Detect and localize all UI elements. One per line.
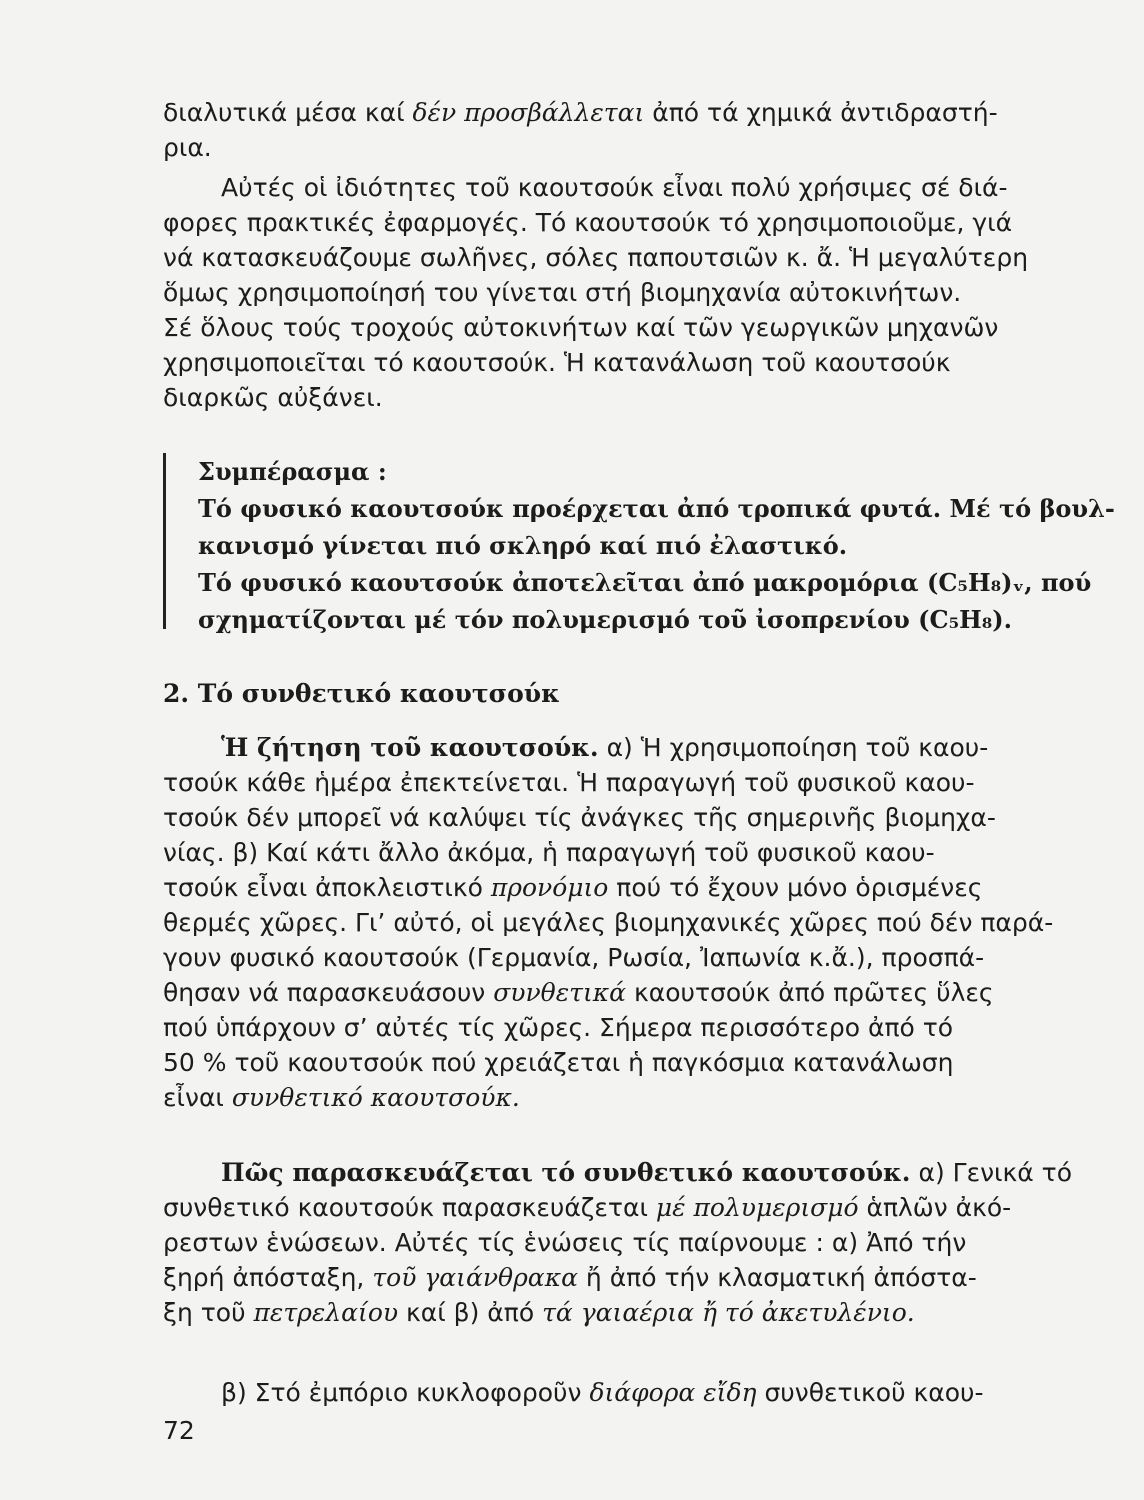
conclusion-line: Τό φυσικό καουτσούκ ἀποτελεῖται ἀπό μακρομόρια (C₅H₈)ᵥ, πού bbox=[198, 568, 1092, 597]
conclusion-title: Συμπέρασμα : bbox=[198, 457, 387, 486]
paragraph-4-line: συνθετικό καουτσούκ παρασκευάζεται μέ πολυμερισμό ἁπλῶν ἀκό- bbox=[163, 1193, 1012, 1222]
paragraph-4 bbox=[163, 1155, 1073, 1330]
paragraph-3-line: νίας. β) Καί κάτι ἄλλο ἀκόμα, ἡ παραγωγή τοῦ φυσικοῦ καου- bbox=[163, 838, 935, 867]
paragraph-1-line-2: ρια. bbox=[163, 133, 212, 162]
paragraph-3 bbox=[163, 730, 1063, 1115]
page-number: 72 bbox=[163, 1416, 195, 1445]
paragraph-5 bbox=[163, 1375, 1063, 1410]
paragraph-3-line: θερμές χῶρες. Γι’ αὐτό, οἱ μεγάλες βιομηχανικές χῶρες πού δέν παρά- bbox=[163, 908, 1054, 937]
paragraph-3-line: τσούκ κάθε ἡμέρα ἐπεκτείνεται. Ἡ παραγωγή τοῦ φυσικοῦ καου- bbox=[163, 768, 975, 797]
paragraph-3-line: Ἡ ζήτηση τοῦ καουτσούκ. α) Ἡ χρησιμοποίηση τοῦ καου- bbox=[221, 733, 989, 762]
run-in-heading: Ἡ ζήτηση τοῦ καουτσούκ. bbox=[221, 733, 599, 762]
conclusion-line: Τό φυσικό καουτσούκ προέρχεται ἀπό τροπικά φυτά. Μέ τό βουλ- bbox=[198, 494, 1115, 523]
run-in-heading: Πῶς παρασκευάζεται τό συνθετικό καουτσούκ. bbox=[221, 1158, 911, 1187]
emphasis: συνθετικά bbox=[493, 978, 627, 1007]
emphasis: προνόμιο bbox=[490, 873, 609, 902]
paragraph-2-line: ὅμως χρησιμοποίησή του γίνεται στή βιομηχανία αὐτοκινήτων. bbox=[163, 278, 962, 307]
paragraph-3-line: πού ὑπάρχουν σ’ αὐτές τίς χῶρες. Σήμερα περισσότερο ἀπό τό bbox=[163, 1013, 954, 1042]
paragraph-2-line: χρησιμοποιεῖται τό καουτσούκ. Ἡ κατανάλωση τοῦ καουτσούκ bbox=[163, 348, 951, 377]
paragraph-4-line: ρεστων ἑνώσεων. Αὐτές τίς ἑνώσεις τίς παίρνουμε : α) Ἀπό τήν bbox=[163, 1228, 967, 1257]
conclusion-line: σχηματίζονται μέ τόν πολυμερισμό τοῦ ἰσοπρενίου (C₅H₈). bbox=[198, 605, 1013, 634]
conclusion-line: κανισμό γίνεται πιό σκληρό καί πιό ἐλαστικό. bbox=[198, 531, 848, 560]
emphasis: μέ πολυμερισμό bbox=[655, 1193, 859, 1222]
paragraph-4-line: ξηρή ἀπόσταξη, τοῦ γαιάνθρακα ἤ ἀπό τήν κλασματική ἀπόστα- bbox=[163, 1263, 977, 1292]
paragraph-4-line: ξη τοῦ πετρελαίου καί β) ἀπό τά γαιαέρια ἤ τό ἀκετυλένιο. bbox=[163, 1298, 915, 1327]
paragraph-3-line: θησαν νά παρασκευάσουν συνθετικά καουτσούκ ἀπό πρῶτες ὕλες bbox=[163, 978, 994, 1007]
emphasis: πετρελαίου bbox=[253, 1298, 399, 1327]
paragraph-3-line: εἶναι συνθετικό καουτσούκ. bbox=[163, 1083, 520, 1112]
paragraph-3-line: τσούκ δέν μπορεῖ νά καλύψει τίς ἀνάγκες τῆς σημερινῆς βιομηχα- bbox=[163, 803, 996, 832]
paragraph-1 bbox=[163, 95, 1063, 165]
paragraph-2-line: Σέ ὅλους τούς τροχούς αὐτοκινήτων καί τῶν γεωργικῶν μηχανῶν bbox=[163, 313, 999, 342]
paragraph-1-line-1: διαλυτικά μέσα καί δέν προσβάλλεται ἀπό τά χημικά ἀντιδραστή- bbox=[163, 98, 998, 127]
emphasis: τοῦ γαιάνθρακα bbox=[372, 1263, 578, 1292]
paragraph-3-line: τσούκ εἶναι ἀποκλειστικό προνόμιο πού τό ἔχουν μόνο ὁρισμένες bbox=[163, 873, 983, 902]
emphasis: διάφορα εἴδη bbox=[589, 1378, 757, 1407]
paragraph-4-line: Πῶς παρασκευάζεται τό συνθετικό καουτσούκ. α) Γενικά τό bbox=[221, 1158, 1073, 1187]
paragraph-2-line: διαρκῶς αὐξάνει. bbox=[163, 383, 383, 412]
paragraph-3-line: γουν φυσικό καουτσούκ (Γερμανία, Ρωσία, Ἰαπωνία κ.ἄ.), προσπά- bbox=[163, 943, 985, 972]
emphasis: τά γαιαέρια ἤ τό ἀκετυλένιο. bbox=[542, 1298, 915, 1327]
emphasis: δέν προσβάλλεται bbox=[412, 98, 645, 127]
paragraph-5-line: β) Στό ἐμπόριο κυκλοφοροῦν διάφορα εἴδη συνθετικοῦ καου- bbox=[221, 1378, 984, 1407]
emphasis: συνθετικό καουτσούκ. bbox=[231, 1083, 520, 1112]
paragraph-2-line: Αὐτές οἱ ἰδιότητες τοῦ καουτσούκ εἶναι πολύ χρήσιμες σέ διά- bbox=[221, 173, 1008, 202]
paragraph-3-line: 50 % τοῦ καουτσούκ πού χρειάζεται ἡ παγκόσμια κατανάλωση bbox=[163, 1048, 954, 1077]
paragraph-2-line: νά κατασκευάζουμε σωλῆνες, σόλες παπουτσιῶν κ. ἄ. Ἡ μεγαλύτερη bbox=[163, 243, 1029, 272]
paragraph-2-line: φορες πρακτικές ἐφαρμογές. Τό καουτσούκ τό χρησιμοποιοῦμε, γιά bbox=[163, 208, 1013, 237]
paragraph-2 bbox=[163, 170, 1063, 415]
conclusion-box bbox=[163, 453, 1115, 634]
section-heading: 2. Τό συνθετικό καουτσούκ bbox=[163, 679, 560, 708]
